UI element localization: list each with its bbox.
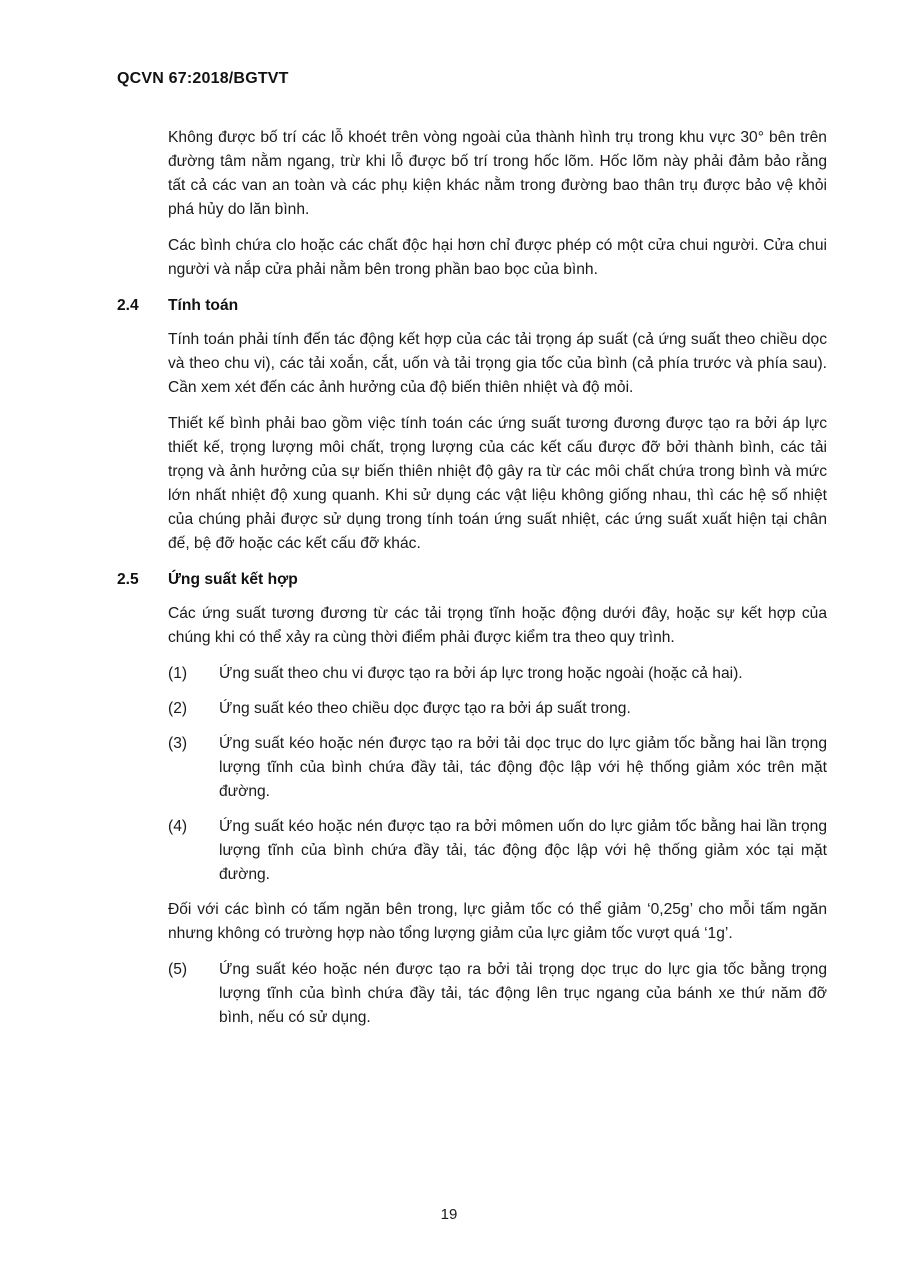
list-item-text: Ứng suất kéo hoặc nén được tạo ra bởi tải trọng dọc trục do lực gia tốc bằng trọng lượng tĩnh của bình chứa đầy tải, tác động lên trục ngang của bánh xe thứ năm đỡ bình, nếu có sử dụng.: [219, 961, 827, 1026]
list-item-text: Ứng suất kéo hoặc nén được tạo ra bởi tải dọc trục do lực giảm tốc bằng hai lần trọng lượng tĩnh của bình chứa đầy tải, tác động độc lập với hệ thống giảm xóc trên mặt đường.: [219, 735, 827, 800]
list-item-number: (3): [168, 735, 188, 752]
document-body: [117, 126, 827, 1041]
section-heading-2-5: [117, 568, 827, 592]
page-number: 19: [440, 1206, 458, 1223]
list-item-3: [168, 732, 827, 804]
intro-paragraph-1: Không được bố trí các lỗ khoét trên vòng ngoài của thành hình trụ trong khu vực 30° bên trên đường tâm nằm ngang, trừ khi lỗ được bố trí trong hốc lõm. Hốc lõm này phải đảm bảo rằng tất cả các van an toàn và các phụ kiện khác nằm trong đường bao thân trụ được bảo vệ khỏi phá hủy do lăn bình.: [168, 129, 827, 218]
list-item-text: Ứng suất kéo hoặc nén được tạo ra bởi mômen uốn do lực giảm tốc bằng hai lần trọng lượng tĩnh của bình chứa đầy tải, tác động độc lập với hệ thống giảm xóc tại mặt đường.: [219, 818, 827, 883]
list-item-number: (1): [168, 665, 188, 682]
list-item-text: Ứng suất kéo theo chiều dọc được tạo ra bởi áp suất trong.: [219, 700, 631, 717]
list-item-text: Ứng suất theo chu vi được tạo ra bởi áp lực trong hoặc ngoài (hoặc cả hai).: [219, 665, 743, 682]
list-item-number: (5): [168, 961, 188, 978]
section-heading-2-4: [117, 294, 827, 318]
section-title: Ứng suất kết hợp: [168, 571, 298, 588]
section-2-4-paragraph-1: Tính toán phải tính đến tác động kết hợp của các tải trọng áp suất (cả ứng suất theo chiều dọc và theo chu vi), các tải xoắn, cắt, uốn và tải trọng gia tốc của bình (cả phía trước và phía sau). Cần xem xét đến các ảnh hưởng của độ biến thiên nhiệt và độ mỏi.: [168, 331, 827, 396]
list-item-1: [168, 662, 827, 686]
list-item-4: [168, 815, 827, 887]
list-item-5: [168, 958, 827, 1030]
section-2-5-note: Đối với các bình có tấm ngăn bên trong, lực giảm tốc có thể giảm ‘0,25g’ cho mỗi tấm ngăn nhưng không có trường hợp nào tổng lượng giảm của lực giảm tốc vượt quá ‘1g’.: [168, 901, 827, 942]
list-item-number: (2): [168, 700, 188, 717]
section-number: 2.5: [117, 571, 139, 588]
section-2-4-paragraph-2: Thiết kế bình phải bao gồm việc tính toán các ứng suất tương đương được tạo ra bởi áp lực thiết kế, trọng lượng môi chất, trọng lượng của các kết cấu được đỡ bởi thành bình, các tải trọng và ảnh hưởng của sự biến thiên nhiệt độ gây ra từ các môi chất chứa trong bình và mức lớn nhất nhiệt độ xung quanh. Khi sử dụng các vật liệu không giống nhau, thì các hệ số nhiệt của chúng phải được sử dụng trong tính toán ứng suất nhiệt, các ứng suất xuất hiện tại chân đế, bệ đỡ hoặc các kết cấu đỡ khác.: [168, 415, 827, 552]
list-item-2: [168, 697, 827, 721]
intro-paragraph-2: Các bình chứa clo hoặc các chất độc hại hơn chỉ được phép có một cửa chui người. Cửa chui người và nắp cửa phải nằm bên trong phần bao bọc của bình.: [168, 237, 827, 278]
section-2-5-paragraph-1: Các ứng suất tương đương từ các tải trọng tĩnh hoặc động dưới đây, hoặc sự kết hợp của chúng khi có thể xảy ra cùng thời điểm phải được kiểm tra theo quy trình.: [168, 605, 827, 646]
document-code-header: QCVN 67:2018/BGTVT: [117, 70, 289, 87]
section-number: 2.4: [117, 297, 139, 314]
list-item-number: (4): [168, 818, 188, 835]
section-title: Tính toán: [168, 297, 239, 314]
